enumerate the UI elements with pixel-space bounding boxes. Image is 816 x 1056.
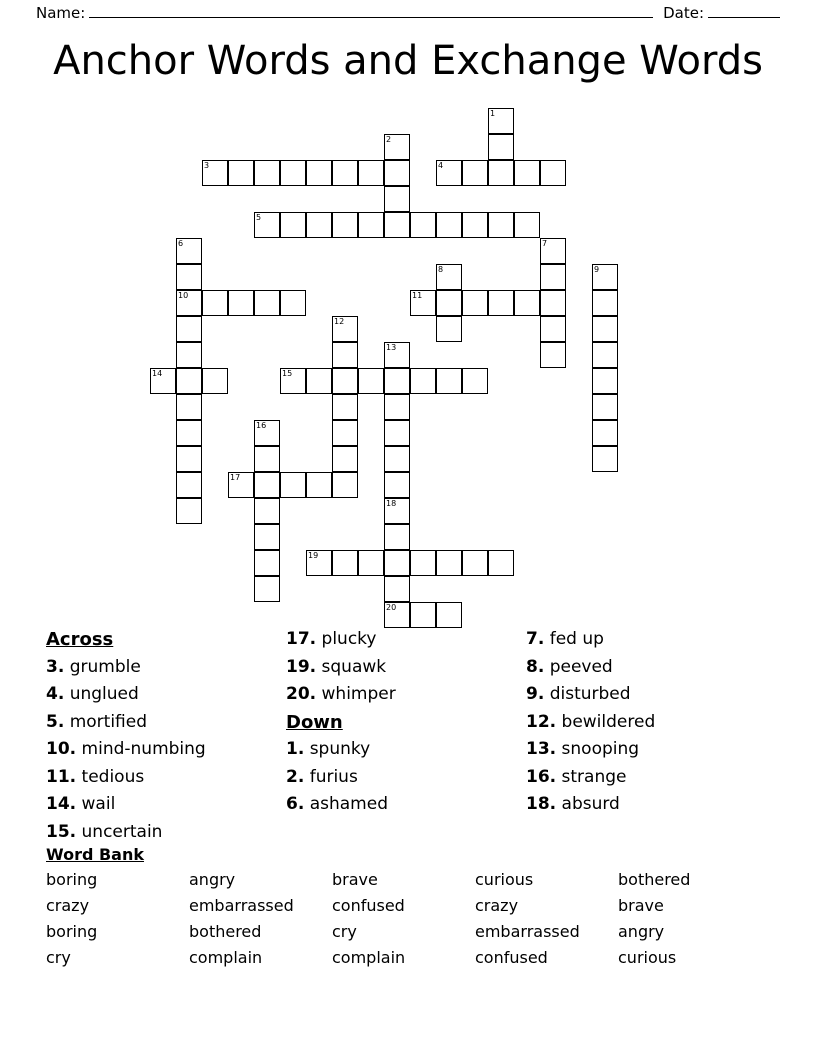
clue-number: 10. xyxy=(46,739,77,759)
crossword-cell[interactable] xyxy=(176,264,202,290)
clue-text: mortified xyxy=(69,711,147,732)
cell-number: 8 xyxy=(438,265,444,274)
cell-number: 15 xyxy=(282,369,293,378)
date-label: Date: xyxy=(663,4,704,22)
crossword-cell[interactable] xyxy=(176,472,202,498)
clue-number: 2. xyxy=(286,766,305,787)
crossword-cell[interactable] xyxy=(410,602,436,628)
crossword-cell[interactable] xyxy=(488,290,514,316)
clue-number: 12. xyxy=(526,711,557,732)
crossword-cell[interactable] xyxy=(384,368,410,394)
name-date-header xyxy=(36,0,780,26)
name-label: Name: xyxy=(36,4,86,22)
cell-number: 18 xyxy=(386,499,397,508)
clue-down-7 xyxy=(526,626,776,654)
clue-number: 19. xyxy=(286,656,317,677)
crossword-cell[interactable] xyxy=(514,160,540,186)
word-bank-word: embarrassed xyxy=(189,896,294,915)
crossword-cell[interactable] xyxy=(436,290,462,316)
word-bank-word: bothered xyxy=(189,922,262,941)
page-title: Anchor Words and Exchange Words xyxy=(53,38,763,84)
crossword-cell[interactable] xyxy=(176,498,202,524)
crossword-cell[interactable] xyxy=(384,160,410,186)
clue-number: 7. xyxy=(526,629,545,649)
crossword-cell[interactable] xyxy=(254,212,280,238)
crossword-cell[interactable] xyxy=(176,394,202,420)
clue-number: 16. xyxy=(526,766,557,787)
crossword-cell[interactable] xyxy=(436,316,462,342)
crossword-cell[interactable] xyxy=(254,160,280,186)
crossword-cell[interactable] xyxy=(410,290,436,316)
crossword-cell[interactable] xyxy=(254,498,280,524)
crossword-cell[interactable] xyxy=(540,342,566,368)
word-bank-list xyxy=(46,870,776,967)
crossword-cell[interactable] xyxy=(332,394,358,420)
crossword-cell[interactable] xyxy=(592,290,618,316)
crossword-cell[interactable] xyxy=(436,264,462,290)
clue-number: 18. xyxy=(526,794,557,814)
crossword-cell[interactable] xyxy=(332,212,358,238)
crossword-cell[interactable] xyxy=(540,316,566,342)
crossword-cell[interactable] xyxy=(384,576,410,602)
crossword-cell[interactable] xyxy=(436,160,462,186)
crossword-cell[interactable] xyxy=(332,368,358,394)
crossword-cell[interactable] xyxy=(540,264,566,290)
crossword-cell[interactable] xyxy=(384,602,410,628)
word-bank-word: boring xyxy=(46,922,98,941)
clue-down-8 xyxy=(526,654,776,682)
crossword-cell[interactable] xyxy=(254,290,280,316)
cell-number: 20 xyxy=(386,603,397,612)
word-bank-word: bothered xyxy=(618,870,691,889)
clue-across-17 xyxy=(286,626,526,654)
crossword-cell[interactable] xyxy=(592,446,618,472)
word-bank-section xyxy=(46,845,776,967)
crossword-cell[interactable] xyxy=(436,602,462,628)
crossword-cell[interactable] xyxy=(254,550,280,576)
crossword-cell[interactable] xyxy=(280,472,306,498)
crossword-cell[interactable] xyxy=(384,212,410,238)
crossword-cell[interactable] xyxy=(436,212,462,238)
crossword-cell[interactable] xyxy=(592,316,618,342)
crossword-cell[interactable] xyxy=(358,212,384,238)
crossword-cell[interactable] xyxy=(462,212,488,238)
crossword-cell[interactable] xyxy=(488,160,514,186)
cell-number: 12 xyxy=(334,317,345,326)
cell-number: 10 xyxy=(178,291,189,300)
crossword-cell[interactable] xyxy=(488,134,514,160)
cell-number: 17 xyxy=(230,473,241,482)
crossword-cell[interactable] xyxy=(540,238,566,264)
word-bank-word: curious xyxy=(475,870,534,889)
crossword-cell[interactable] xyxy=(202,290,228,316)
clue-across-11 xyxy=(46,764,276,792)
crossword-cell[interactable] xyxy=(254,446,280,472)
clue-down-1 xyxy=(286,736,526,764)
crossword-cell[interactable] xyxy=(384,342,410,368)
crossword-cell[interactable] xyxy=(384,134,410,160)
crossword-cell[interactable] xyxy=(306,368,332,394)
clue-text: absurd xyxy=(561,794,620,814)
crossword-cell[interactable] xyxy=(410,368,436,394)
word-bank-word: curious xyxy=(618,948,677,967)
crossword-cell[interactable] xyxy=(280,290,306,316)
clue-across-5 xyxy=(46,709,276,737)
clues-column-2 xyxy=(286,626,526,819)
crossword-cell[interactable] xyxy=(592,394,618,420)
clue-down-12 xyxy=(526,709,776,737)
crossword-cell[interactable] xyxy=(462,550,488,576)
crossword-cell[interactable] xyxy=(358,368,384,394)
crossword-cell[interactable] xyxy=(254,420,280,446)
crossword-cell[interactable] xyxy=(488,108,514,134)
word-bank-word: embarrassed xyxy=(475,922,580,941)
crossword-cell[interactable] xyxy=(176,420,202,446)
clue-number: 4. xyxy=(46,684,65,704)
clue-number: 3. xyxy=(46,656,65,677)
crossword-cell[interactable] xyxy=(358,160,384,186)
clue-across-10 xyxy=(46,736,276,764)
crossword-cell[interactable] xyxy=(306,472,332,498)
crossword-cell[interactable] xyxy=(384,472,410,498)
clue-across-14 xyxy=(46,791,276,819)
cell-number: 16 xyxy=(256,421,267,430)
clue-text: grumble xyxy=(69,656,141,677)
crossword-cell[interactable] xyxy=(384,394,410,420)
clue-number: 9. xyxy=(526,684,545,704)
date-write-line xyxy=(708,5,780,18)
word-bank-word: confused xyxy=(475,948,548,967)
crossword-cell[interactable] xyxy=(280,160,306,186)
crossword-cell[interactable] xyxy=(306,550,332,576)
word-bank-word: angry xyxy=(618,922,665,941)
crossword-cell[interactable] xyxy=(592,264,618,290)
crossword-cell[interactable] xyxy=(332,550,358,576)
word-bank-word: crazy xyxy=(46,896,90,915)
crossword-cell[interactable] xyxy=(540,160,566,186)
clue-text: peeved xyxy=(549,656,613,677)
clue-number: 13. xyxy=(526,739,557,759)
clue-number: 20. xyxy=(286,684,317,704)
clue-text: spunky xyxy=(309,739,371,759)
clue-text: whimper xyxy=(321,684,396,704)
clue-down-16 xyxy=(526,764,776,792)
crossword-cell[interactable] xyxy=(488,212,514,238)
clue-down-6 xyxy=(286,791,526,819)
crossword-cell[interactable] xyxy=(202,160,228,186)
word-bank-word: angry xyxy=(189,870,236,889)
crossword-cell[interactable] xyxy=(176,446,202,472)
clue-down-9 xyxy=(526,681,776,709)
word-bank-word: cry xyxy=(332,922,357,941)
word-bank-word: brave xyxy=(618,896,664,915)
crossword-cell[interactable] xyxy=(436,368,462,394)
clue-across-4 xyxy=(46,681,276,709)
clues-column-1 xyxy=(46,626,276,846)
crossword-cell[interactable] xyxy=(410,212,436,238)
crossword-cell[interactable] xyxy=(384,524,410,550)
cell-number: 3 xyxy=(204,161,210,170)
cell-number: 9 xyxy=(594,265,600,274)
clue-text: snooping xyxy=(561,739,640,759)
crossword-cell[interactable] xyxy=(332,420,358,446)
crossword-cell[interactable] xyxy=(332,316,358,342)
clue-text: bewildered xyxy=(561,711,656,732)
crossword-cell[interactable] xyxy=(176,316,202,342)
crossword-cell[interactable] xyxy=(176,290,202,316)
crossword-cell[interactable] xyxy=(540,290,566,316)
clue-number: 8. xyxy=(526,656,545,677)
word-bank-word: complain xyxy=(189,948,263,967)
crossword-cell[interactable] xyxy=(384,550,410,576)
crossword-cell[interactable] xyxy=(384,498,410,524)
name-write-line xyxy=(89,5,653,18)
crossword-cell[interactable] xyxy=(410,550,436,576)
clue-text: unglued xyxy=(69,684,139,704)
clue-across-19 xyxy=(286,654,526,682)
crossword-cell[interactable] xyxy=(384,186,410,212)
cell-number: 4 xyxy=(438,161,444,170)
crossword-cell[interactable] xyxy=(254,472,280,498)
crossword-cell[interactable] xyxy=(384,446,410,472)
crossword-cell[interactable] xyxy=(254,524,280,550)
clue-text: tedious xyxy=(81,766,145,787)
crossword-cell[interactable] xyxy=(332,160,358,186)
clues-column-3 xyxy=(526,626,776,819)
cell-number: 14 xyxy=(152,369,163,378)
crossword-cell[interactable] xyxy=(462,368,488,394)
clue-text: squawk xyxy=(321,656,387,677)
cell-number: 1 xyxy=(490,109,496,118)
crossword-cell[interactable] xyxy=(280,368,306,394)
down-heading: Down xyxy=(286,711,343,733)
crossword-cell[interactable] xyxy=(436,550,462,576)
word-bank-word: boring xyxy=(46,870,98,889)
word-bank-word: cry xyxy=(46,948,71,967)
crossword-cell[interactable] xyxy=(254,576,280,602)
clue-text: disturbed xyxy=(549,684,631,704)
crossword-cell[interactable] xyxy=(306,212,332,238)
cell-number: 11 xyxy=(412,291,423,300)
crossword-cell[interactable] xyxy=(228,160,254,186)
crossword-cell[interactable] xyxy=(332,472,358,498)
clue-down-2 xyxy=(286,764,526,792)
cell-number: 5 xyxy=(256,213,262,222)
cell-number: 19 xyxy=(308,551,319,560)
crossword-cell[interactable] xyxy=(332,342,358,368)
clue-across-15 xyxy=(46,819,276,847)
clue-text: plucky xyxy=(321,629,377,649)
clue-number: 1. xyxy=(286,739,305,759)
crossword-cell[interactable] xyxy=(384,420,410,446)
crossword-cell[interactable] xyxy=(332,446,358,472)
crossword-cell[interactable] xyxy=(592,420,618,446)
crossword-cell[interactable] xyxy=(228,472,254,498)
crossword-cell[interactable] xyxy=(592,368,618,394)
word-bank-word: brave xyxy=(332,870,378,889)
crossword-cell[interactable] xyxy=(462,290,488,316)
crossword-cell[interactable] xyxy=(358,550,384,576)
crossword-cell[interactable] xyxy=(462,160,488,186)
crossword-cell[interactable] xyxy=(280,212,306,238)
clue-down-13 xyxy=(526,736,776,764)
crossword-cell[interactable] xyxy=(488,550,514,576)
cell-number: 2 xyxy=(386,135,392,144)
word-bank-word: complain xyxy=(332,948,406,967)
crossword-grid xyxy=(0,104,816,624)
cell-number: 13 xyxy=(386,343,397,352)
clue-number: 11. xyxy=(46,766,77,787)
crossword-cell[interactable] xyxy=(176,342,202,368)
crossword-cell[interactable] xyxy=(202,368,228,394)
clue-number: 5. xyxy=(46,711,65,732)
clue-text: strange xyxy=(561,766,627,787)
clue-text: wail xyxy=(81,794,116,814)
word-bank-word: confused xyxy=(332,896,405,915)
clue-number: 6. xyxy=(286,794,305,814)
clue-across-20 xyxy=(286,681,526,709)
clue-number: 17. xyxy=(286,629,317,649)
clue-text: ashamed xyxy=(309,794,388,814)
clue-number: 15. xyxy=(46,821,77,842)
crossword-cell[interactable] xyxy=(150,368,176,394)
clue-text: fed up xyxy=(549,629,604,649)
clue-across-3 xyxy=(46,654,276,682)
across-heading: Across xyxy=(46,629,114,650)
crossword-cell[interactable] xyxy=(514,290,540,316)
cell-number: 6 xyxy=(178,239,184,248)
word-bank-word: crazy xyxy=(475,896,519,915)
crossword-cell[interactable] xyxy=(514,212,540,238)
clue-text: uncertain xyxy=(81,821,163,842)
crossword-cell[interactable] xyxy=(228,290,254,316)
crossword-cell[interactable] xyxy=(176,368,202,394)
clue-down-18 xyxy=(526,791,776,819)
clue-number: 14. xyxy=(46,794,77,814)
cell-number: 7 xyxy=(542,239,548,248)
word-bank-heading: Word Bank xyxy=(46,845,145,864)
crossword-cell[interactable] xyxy=(176,238,202,264)
crossword-cell[interactable] xyxy=(306,160,332,186)
crossword-cell[interactable] xyxy=(592,342,618,368)
clue-text: furius xyxy=(309,766,358,787)
clue-text: mind-numbing xyxy=(81,739,206,759)
clues-section xyxy=(46,626,776,842)
